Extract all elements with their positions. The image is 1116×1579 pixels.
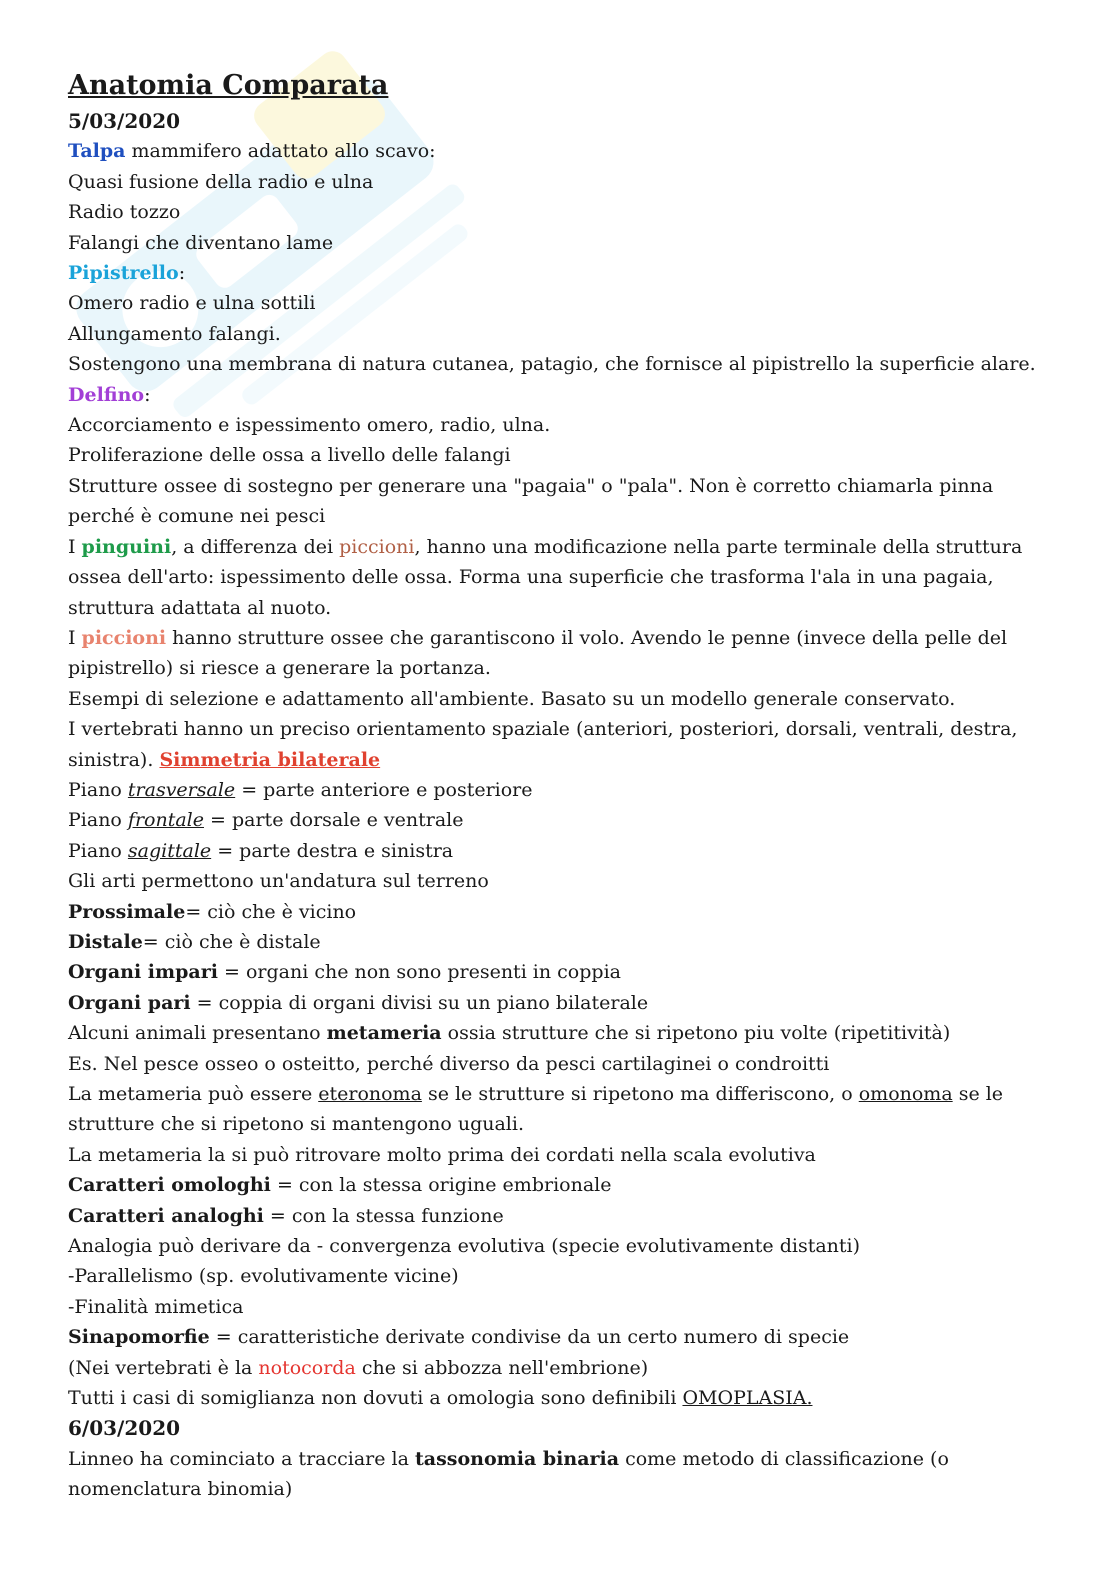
piccioni-term: piccioni xyxy=(81,626,167,649)
pipistrello-line: Pipistrello: xyxy=(68,262,186,285)
metameria-term: metameria xyxy=(326,1022,442,1045)
pinguini-paragraph: I pinguini, a differenza dei piccioni, hanno una modificazione nella parte terminale della struttura ossea dell'arto: ispessimento delle ossa. Forma una superficie che trasforma l'ala in una pagaia, struttura adattata al nuoto. xyxy=(68,535,1023,619)
list-item: Proliferazione delle ossa a livello delle falangi xyxy=(68,444,511,467)
es-pesce-line: Es. Nel pesce osseo o osteitto, perché diverso da pesci cartilaginei o condroitti xyxy=(68,1052,830,1075)
metameria-types-paragraph: La metameria può essere eteronoma se le strutture si ripetono ma differiscono, o omonoma se le strutture che si ripetono si mantengono uguali. xyxy=(68,1083,1004,1136)
definition-line: Organi pari = coppia di organi divisi su un piano bilaterale xyxy=(68,991,649,1014)
definition-line: Caratteri omologhi = con la stessa origine embrionale xyxy=(68,1174,612,1197)
list-item: Accorciamento e ispessimento omero, radio, ulna. xyxy=(68,414,551,437)
piano-line: Piano sagittale = parte destra e sinistra xyxy=(68,839,454,862)
talpa-term: Talpa xyxy=(68,140,126,163)
list-item: Quasi fusione della radio e ulna xyxy=(68,170,374,193)
eteronoma-term: eteronoma xyxy=(318,1083,422,1105)
date-heading: 6/03/2020 xyxy=(68,1416,181,1441)
list-item: Analogia può derivare da - convergenza evolutiva (specie evolutivamente distanti) xyxy=(68,1235,861,1258)
tassonomia-term: tassonomia binaria xyxy=(414,1447,620,1470)
metameria-line: Alcuni animali presentano metameria ossia strutture che si ripetono piu volte (ripetitività) xyxy=(68,1022,951,1045)
definition-line: Prossimale= ciò che è vicino xyxy=(68,900,357,923)
omoplasia-term: OMOPLASIA. xyxy=(682,1387,813,1410)
simmetria-bilaterale-heading: Simmetria bilaterale xyxy=(159,748,381,771)
notocorda-term: notocorda xyxy=(258,1356,356,1379)
vertebrati-paragraph: I vertebrati hanno un preciso orientamento spaziale (anteriori, posteriori, dorsali, ventrali, destra, sinistra). Simmetria bilaterale xyxy=(68,718,1018,771)
definition-term: Distale xyxy=(68,930,143,953)
piano-term: trasversale xyxy=(127,778,236,801)
delfino-term: Delfino xyxy=(68,383,145,406)
date-heading: 5/03/2020 xyxy=(68,109,181,133)
definition-term: Sinapomorfie xyxy=(68,1326,210,1349)
sinapomorfie-line: Sinapomorfie = caratteristiche derivate condivise da un certo numero di specie xyxy=(68,1326,850,1349)
piccioni-paragraph: I piccioni hanno strutture ossee che garantiscono il volo. Avendo le penne (invece della pelle del pipistrello) si riesce a generare la portanza. xyxy=(68,626,1008,680)
omonoma-term: omonoma xyxy=(858,1083,953,1105)
list-item: Falangi che diventano lame xyxy=(68,231,334,254)
definition-line: Organi impari = organi che non sono presenti in coppia xyxy=(68,961,621,984)
arti-line: Gli arti permettono un'andatura sul terreno xyxy=(68,870,489,893)
delfino-line: Delfino: xyxy=(68,383,151,406)
esempi-line: Esempi di selezione e adattamento all'ambiente. Basato su un modello generale conservato. xyxy=(68,687,956,710)
notocorda-line: (Nei vertebrati è la notocorda che si abbozza nell'embrione) xyxy=(68,1356,649,1379)
definition-line: Caratteri analoghi = con la stessa funzione xyxy=(68,1204,504,1227)
omoplasia-line: Tutti i casi di somiglianza non dovuti a omologia sono definibili OMOPLASIA. xyxy=(68,1387,813,1410)
list-item: Omero radio e ulna sottili xyxy=(68,292,316,315)
pinguini-term: pinguini xyxy=(81,535,172,558)
definition-term: Organi impari xyxy=(68,961,218,984)
piano-line: Piano frontale = parte dorsale e ventrale xyxy=(68,809,464,832)
piano-line: Piano trasversale = parte anteriore e posteriore xyxy=(68,778,533,801)
definition-term: Prossimale xyxy=(68,900,186,923)
list-item: Strutture ossee di sostegno per generare una "pagaia" o "pala". Non è corretto chiamarla pinna perché è comune nei pesci xyxy=(68,474,994,528)
metameria-evolution-line: La metameria la si può ritrovare molto prima dei cordati nella scala evolutiva xyxy=(68,1143,816,1166)
list-item: Radio tozzo xyxy=(68,201,181,224)
definition-term: Organi pari xyxy=(68,991,191,1014)
piccioni-term: piccioni xyxy=(339,535,415,558)
definition-term: Caratteri analoghi xyxy=(68,1204,264,1227)
piano-term: sagittale xyxy=(127,839,212,862)
document-body xyxy=(68,66,1058,1505)
talpa-line: Talpa mammifero adattato allo scavo: xyxy=(68,140,436,163)
list-item: Allungamento falangi. xyxy=(68,322,281,345)
list-item: -Parallelismo (sp. evolutivamente vicine) xyxy=(68,1265,459,1288)
pipistrello-term: Pipistrello xyxy=(68,262,179,285)
linneo-paragraph: Linneo ha cominciato a tracciare la tassonomia binaria come metodo di classificazione (o nomenclatura binomia) xyxy=(68,1447,949,1501)
definition-term: Caratteri omologhi xyxy=(68,1174,271,1197)
definition-line: Distale= ciò che è distale xyxy=(68,930,321,953)
piano-term: frontale xyxy=(127,809,204,832)
document-title: Anatomia Comparata xyxy=(68,70,389,101)
list-item: -Finalità mimetica xyxy=(68,1295,244,1318)
list-item: Sostengono una membrana di natura cutanea, patagio, che fornisce al pipistrello la superficie alare. xyxy=(68,353,1036,376)
